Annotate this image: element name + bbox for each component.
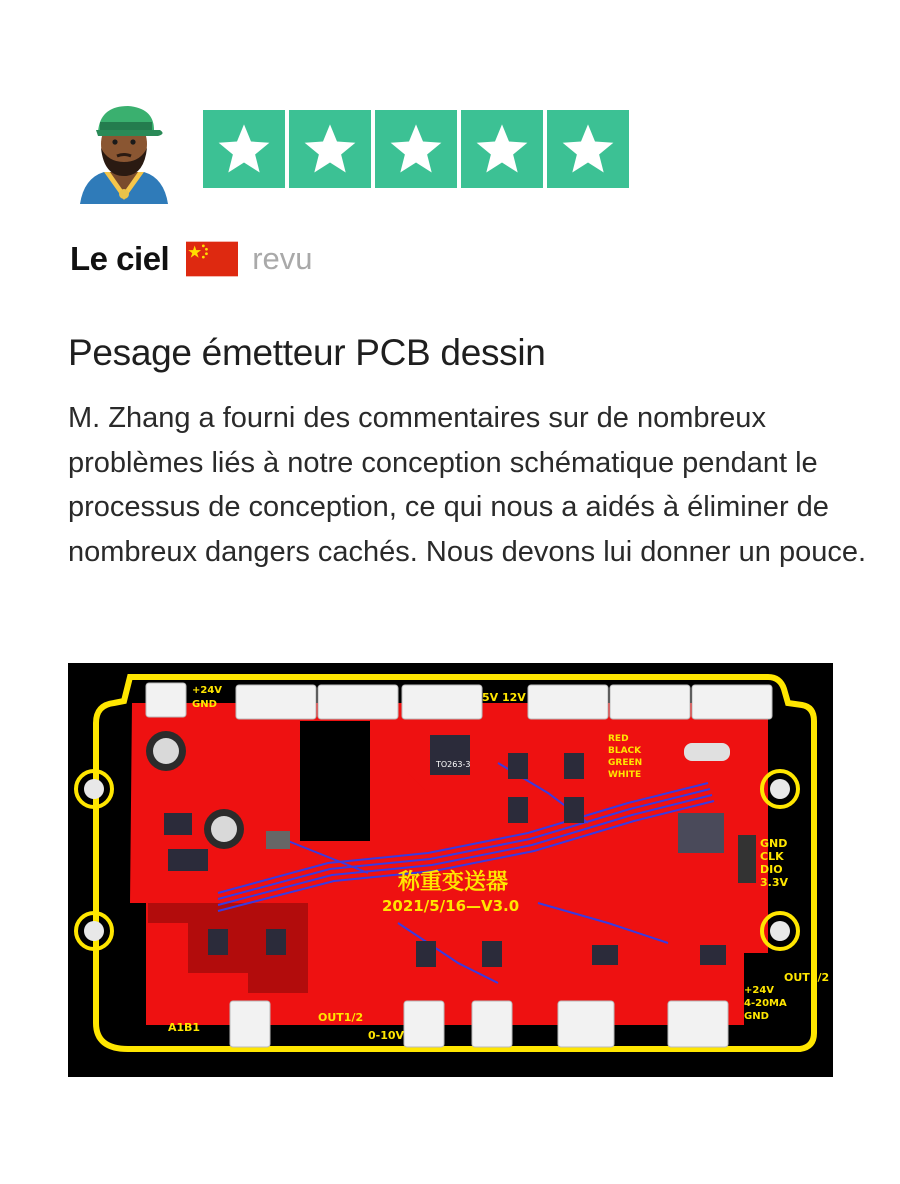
review-action-label: revu <box>252 241 313 276</box>
pcb-pin-a1: A1 <box>168 1021 185 1034</box>
top-connectors <box>146 683 772 719</box>
pcb-pin-clk: CLK <box>760 850 784 863</box>
star-icon <box>375 110 457 188</box>
pcb-label-24v: +24V <box>192 685 223 696</box>
pcb-label-red: RED <box>608 734 629 744</box>
pcb-label-0-10v: 0-10V <box>368 1029 405 1042</box>
pcb-label-green: GREEN <box>608 758 643 768</box>
reviewer-line <box>70 240 313 278</box>
pcb-label-black: BLACK <box>608 746 642 756</box>
rating-stars <box>203 110 629 188</box>
star-icon <box>461 110 543 188</box>
review-title: Pesage émetteur PCB dessin <box>68 332 546 373</box>
star-icon <box>203 110 285 188</box>
pcb-label-white: WHITE <box>608 770 642 780</box>
pcb-pin-33v: 3.3V <box>760 876 788 889</box>
pcb-crystal <box>684 743 730 761</box>
star-icon <box>547 110 629 188</box>
pcb-label-title: 称重变送器 <box>398 870 509 895</box>
pcb-label-4-20ma: 4-20MA <box>744 998 787 1009</box>
pcb-header <box>738 835 756 883</box>
pcb-label-version: 2021/5/16—V3.0 <box>382 897 520 915</box>
pcb-label-out-left: OUT1/2 <box>318 1011 364 1024</box>
pcb-pin-gnd: GND <box>760 837 788 850</box>
pcb-cutout <box>300 721 370 841</box>
star-icon <box>289 110 371 188</box>
avatar-illustration <box>70 92 178 204</box>
pcb-label-gnd: GND <box>192 699 217 710</box>
reviewer-avatar <box>70 92 178 204</box>
pcb-label-out-right: OUT1/2 <box>784 971 830 984</box>
review-body: M. Zhang a fourni des commentaires sur de nombreux problèmes liés à notre conception schématique pendant le processus de conception, ce qui nous a aidés à éliminer de nombreux dangers cachés. Nous devons lui donner un pouce. <box>68 402 867 568</box>
reviewer-name: Le ciel <box>70 240 170 277</box>
pcb-pin-dio: DIO <box>760 863 783 876</box>
pcb-pin-b1: B1 <box>184 1021 201 1034</box>
pcb-render-image <box>68 663 833 1077</box>
pcb-label-chip: TO263-3 <box>436 760 471 769</box>
china-flag-icon <box>186 241 238 277</box>
pcb-label-voltage: 5V 12V <box>482 691 526 704</box>
pcb-label-gnd-out: GND <box>744 1011 769 1022</box>
pcb-label-24v-out: +24V <box>744 985 775 996</box>
